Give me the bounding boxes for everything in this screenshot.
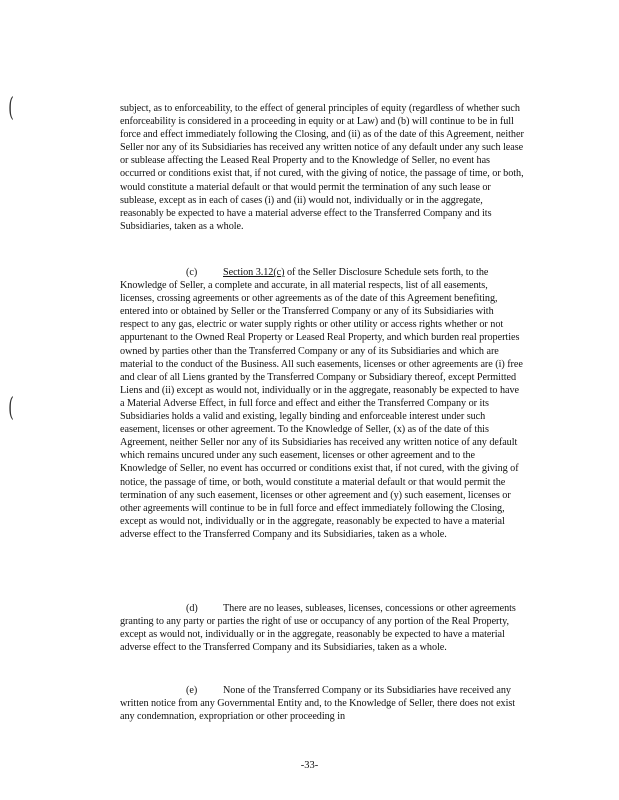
page-number: -33-: [300, 760, 319, 771]
paragraph-text: There are no leases, subleases, licenses, concessions or other agreements granting to any party or parties the right of use or occupancy of any portion of the Real Property, except as would not, individually or in the aggregate, reasonably be expected to have a material adverse effect to the Transferred Company and its Subsidiaries, taken as a whole.: [120, 603, 516, 654]
section-reference: Section 3.12(c): [223, 267, 285, 278]
paragraph-label: (e): [186, 685, 198, 696]
paragraph-label: (d): [186, 603, 198, 614]
binding-hole-mark: (: [8, 393, 14, 423]
paragraph-e: [120, 684, 524, 723]
paragraph-d: [120, 602, 524, 654]
binding-hole-mark: (: [8, 93, 14, 123]
paragraph-label: (c): [186, 267, 198, 278]
paragraph-c: [120, 266, 524, 541]
paragraph-text: None of the Transferred Company or its Subsidiaries have received any written notice from any Governmental Entity and, to the Knowledge of Seller, there does not exist any condemnation, expropriation or other proceeding in: [120, 685, 516, 723]
paragraph-text: of the Seller Disclosure Schedule sets forth, to the Knowledge of Seller, a complete and accurate, in all material respects, list of all easements, licenses, crossing agreements or other agreements as of the date of this Agreement benefiting, entered into or obtained by Seller or the Transferred Company or any of its Subsidiaries with respect to any gas, electric or water supply rights or other utility or access rights whether or not appurtenant to the Owned Real Property or Leased Real Property, and which burden real properties owned by parties other than the Transferred Company or any of its Subsidiaries and which are material to the conduct of the Business. All such easements, licenses or other agreements are (i) free and clear of all Liens granted by the Transferred Company or Subsidiary thereof, except Permitted Liens and (ii) except as would not, individually or in the aggregate, reasonably be expected to have a Material Adverse Effect, in full force and effect and either the Transferred Company or its Subsidiaries holds a valid and existing, legally binding and enforceable interest under such easement, licenses or other agreement. To the Knowledge of Seller, (x) as of the date of this Agreement, neither Seller nor any of its Subsidiaries has received any written notice of any default which remains uncured under any such easement, licenses or other agreement and to the Knowledge of Seller, no event has occurred or conditions exist that, if not cured, with the giving of notice, the passage of time, or both, would constitute a material default or that would permit the termination of any such easement, licenses or other agreement and (y) such easement, licenses or other agreements will continue to be in full force and effect immediately following the Closing, except as would not, individually or in the aggregate, reasonably be expected to have a material adverse effect to the Transferred Company and its Subsidiaries, taken as a whole.: [120, 267, 523, 540]
paragraph-continuation: subject, as to enforceability, to the effect of general principles of equity (regardless of whether such enforceability is considered in a proceeding in equity or at Law) and (b) will continue to be in full force and effect immediately following the Closing, and (ii) as of the date of this Agreement, neither Seller nor any of its Subsidiaries has received any written notice of any default under any such lease or sublease affecting the Leased Real Property and to the Knowledge of Seller, no event has occurred or conditions exist that, if not cured, with the giving of notice, the passage of time, or both, would constitute a material default or that would permit the termination of any such lease or sublease, except as in each of cases (i) and (ii) would not, individually or in the aggregate, reasonably be expected to have a material adverse effect to the Transferred Company and its Subsidiaries, taken as a whole.: [120, 103, 524, 232]
